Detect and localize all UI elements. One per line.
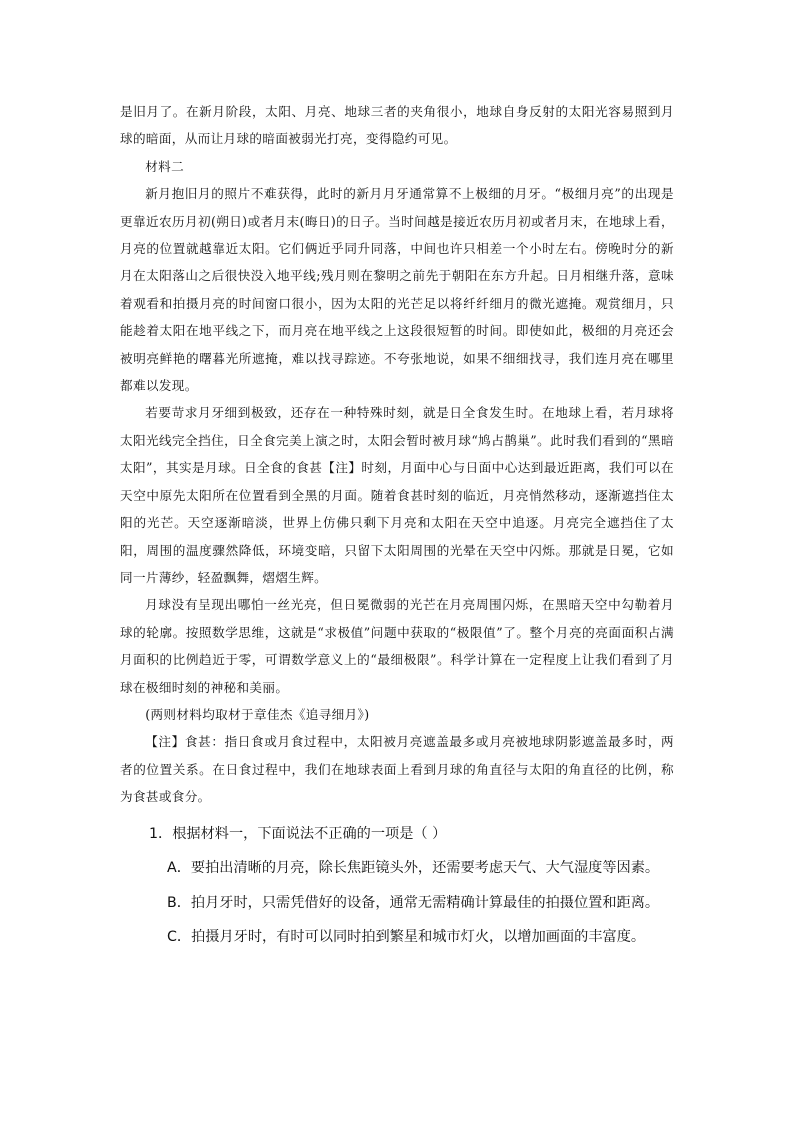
article-body [120, 98, 674, 955]
option-c: C．拍摄月牙时，有时可以同时拍到繁星和城市灯火，以增加画面的丰富度。 [167, 929, 646, 946]
footnote: 【注】食甚：指日食或月食过程中，太阳被月亮遮盖最多或月亮被地球阴影遮盖最多时，两者的位置关系。在日食过程中，我们在地球表面上看到月球的角直径与太阳的角直径的比例，称为食甚或食分。 [120, 734, 674, 805]
paragraph-total-eclipse: 若要苛求月牙细到极致，还存在一种特殊时刻，就是日全食发生时。在地球上看，若月球将太阳光线完全挡住，日全食完美上演之时，太阳会暂时被月球“鸠占鹊巢”。此时我们看到的“黑暗太阳”，其实是月球。日全食的食甚【注】时刻，月面中心与日面中心达到最近距离，我们可以在天空中原先太阳所在位置看到全黑的月面。随着食甚时刻的临近，月亮悄然移动，逐渐遮挡住太阳的光芒。天空逐渐暗淡，世界上仿佛只剩下月亮和太阳在天空中追逐。月亮完全遮挡住了太阳，周围的温度骤然降低，环境变暗，只留下太阳周围的光晕在天空中闪烁。那就是日冕，它如同一片薄纱，轻盈飘舞，熠熠生辉。 [120, 405, 674, 585]
option-a: A．要拍出清晰的月亮，除长焦距镜头外，还需要考虑天气、大气湿度等因素。 [167, 860, 660, 877]
paragraph-thin-moon-window: 新月抱旧月的照片不难获得，此时的新月月牙通常算不上极细的月牙。“极细月亮”的出现是更靠近农历月初(朔日)或者月末(晦日)的日子。当时间越是接近农历月初或者月末，在地球上看，月亮的位置就越靠近太阳。它们俩近乎同升同落，中间也许只相差一个小时左右。傍晚时分的新月在太阳落山之后很快没入地平线;残月则在黎明之前先于朝阳在东方升起。日月相继升落，意味着观看和拍摄月亮的时间窗口很小，因为太阳的光芒足以将纤纤细月的微光遮掩。观赏细月，只能趁着太阳在地平线之下，而月亮在地平线之上这段很短暂的时间。即使如此，极细的月亮还会被明亮鲜艳的曙暮光所遮掩，难以找寻踪迹。不夸张地说，如果不细细找寻，我们连月亮在哪里都难以发现。 [120, 186, 674, 394]
paragraph-thinnest-limit: 月球没有呈现出哪怕一丝光亮，但日冕微弱的光芒在月亮周围闪烁，在黑暗天空中勾勒着月球的轮廓。按照数学思维，这就是“求极值”问题中获取的“极限值”了。整个月亮的亮面面积占满月面积的比例趋近于零，可谓数学意义上的“最细极限”。科学计算在一定程度上让我们看到了月球在极细时刻的神秘和美丽。 [120, 597, 674, 695]
section-heading-material-two: 材料二 [145, 158, 185, 174]
question-block [120, 817, 674, 955]
question-stem: 1．根据材料一，下面说法不正确的一项是（ ） [149, 825, 447, 842]
source-note: (两则材料均取材于章佳杰《追寻细月》) [145, 706, 370, 722]
option-b: B．拍月牙时，只需凭借好的设备，通常无需精确计算最佳的拍摄位置和距离。 [167, 894, 660, 911]
paragraph-continued: 是旧月了。在新月阶段，太阳、月亮、地球三者的夹角很小，地球自身反射的太阳光容易照到月球的暗面，从而让月球的暗面被弱光打亮，变得隐约可见。 [120, 104, 674, 147]
